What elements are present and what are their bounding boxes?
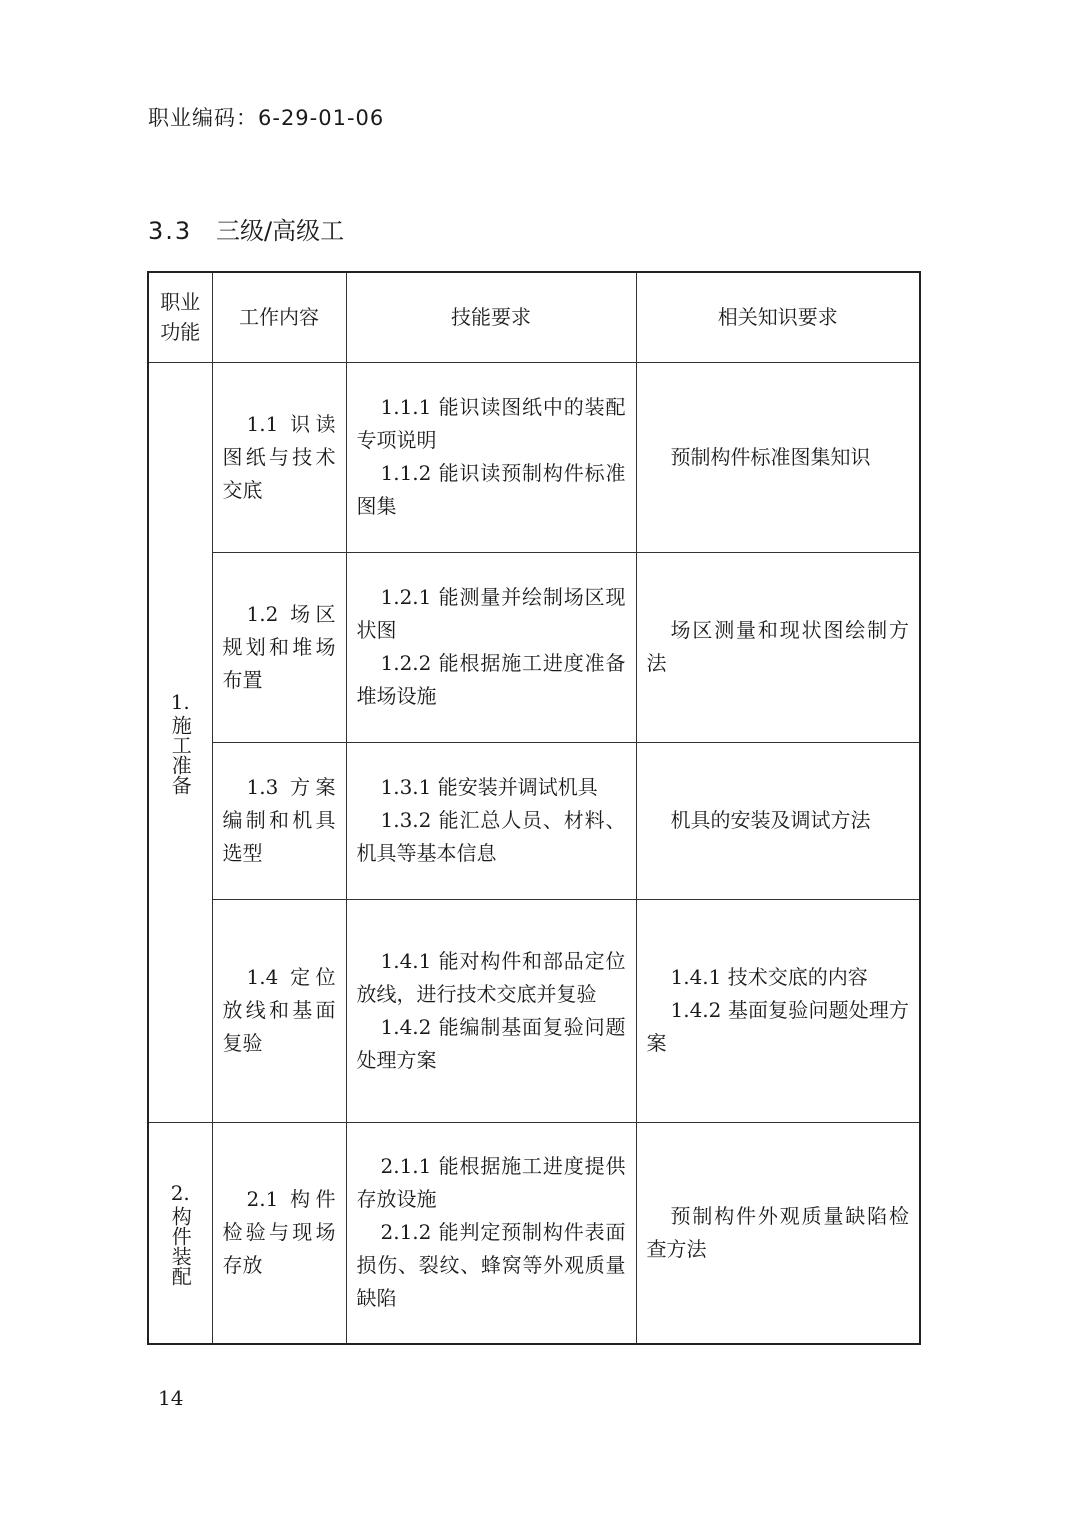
- skill-item: 1.2.2 能根据施工进度准备堆场设施: [356, 651, 626, 708]
- table-row: [148, 362, 920, 552]
- work-cell: [212, 1122, 346, 1344]
- knowledge-item: 1.4.1 技术交底的内容: [670, 965, 868, 989]
- function-cell-1: [148, 362, 212, 1122]
- work-cell: [212, 742, 346, 899]
- skill-item: 2.1.2 能判定预制构件表面损伤、裂纹、蜂窝等外观质量缺陷: [356, 1220, 626, 1311]
- knowledge-item: 1.4.2 基面复验问题处理方案: [646, 998, 909, 1055]
- knowledge-item: 预制构件标准图集知识: [670, 444, 871, 469]
- work-text: 1.3 方案编制和机具选型: [222, 775, 336, 865]
- table-row: [148, 742, 920, 899]
- work-text: 1.2 场区规划和堆场布置: [222, 601, 336, 692]
- header-skill: 技能要求: [346, 272, 636, 362]
- section-heading: [148, 211, 344, 246]
- work-cell: [212, 552, 346, 742]
- skill-item: 1.4.2 能编制基面复验问题处理方案: [356, 1014, 626, 1072]
- skills-table: [147, 271, 921, 1345]
- work-text: 1.4 定位放线和基面复验: [222, 965, 336, 1055]
- skill-cell: [346, 362, 636, 552]
- skill-item: 2.1.1 能根据施工进度提供存放设施: [356, 1154, 626, 1212]
- table-header-row: [148, 272, 920, 362]
- skill-item: 1.4.1 能对构件和部品定位放线，进行技术交底并复验: [356, 948, 626, 1006]
- header-knowledge: 相关知识要求: [636, 272, 920, 362]
- work-text: 1.1 识读图纸与技术交底: [222, 411, 336, 502]
- knowledge-cell: [636, 742, 920, 899]
- function-number: 2.: [170, 1180, 190, 1205]
- table-row: [148, 552, 920, 742]
- knowledge-item: 场区测量和现状图绘制方法: [646, 618, 909, 675]
- skill-cell: [346, 899, 636, 1122]
- skill-item: 1.1.2 能识读预制构件标准图集: [356, 461, 626, 518]
- knowledge-cell: [636, 552, 920, 742]
- skill-cell: [346, 552, 636, 742]
- table-row: [148, 1122, 920, 1344]
- skill-cell: [346, 742, 636, 899]
- function-number: 1.: [170, 690, 190, 714]
- occupation-code: 职业编码：6-29-01-06: [148, 106, 385, 130]
- knowledge-cell: [636, 899, 920, 1122]
- work-cell: [212, 362, 346, 552]
- knowledge-item: 预制构件外观质量缺陷检查方法: [646, 1203, 909, 1261]
- section-title: 三级/高级工: [216, 217, 345, 245]
- work-text: 2.1 构件检验与现场存放: [222, 1187, 336, 1278]
- header-function: 职业功能: [148, 272, 212, 362]
- knowledge-item: 机具的安装及调试方法: [670, 808, 871, 832]
- table-row: [148, 899, 920, 1122]
- skill-item: 1.1.1 能识读图纸中的装配专项说明: [356, 395, 626, 452]
- knowledge-cell: [636, 1122, 920, 1344]
- skill-cell: [346, 1122, 636, 1344]
- page-number: 14: [158, 1386, 184, 1410]
- skill-item: 1.3.1 能安装并调试机具: [380, 775, 598, 799]
- work-cell: [212, 899, 346, 1122]
- skill-item: 1.2.1 能测量并绘制场区现状图: [356, 585, 626, 642]
- function-cell-2: [148, 1122, 212, 1344]
- header-work: 工作内容: [212, 272, 346, 362]
- section-number: 3.3: [148, 217, 193, 245]
- skill-item: 1.3.2 能汇总人员、材料、机具等基本信息: [356, 808, 626, 865]
- function-name: 构件装配: [168, 1205, 193, 1286]
- knowledge-cell: [636, 362, 920, 552]
- function-name: 施工准备: [168, 715, 193, 795]
